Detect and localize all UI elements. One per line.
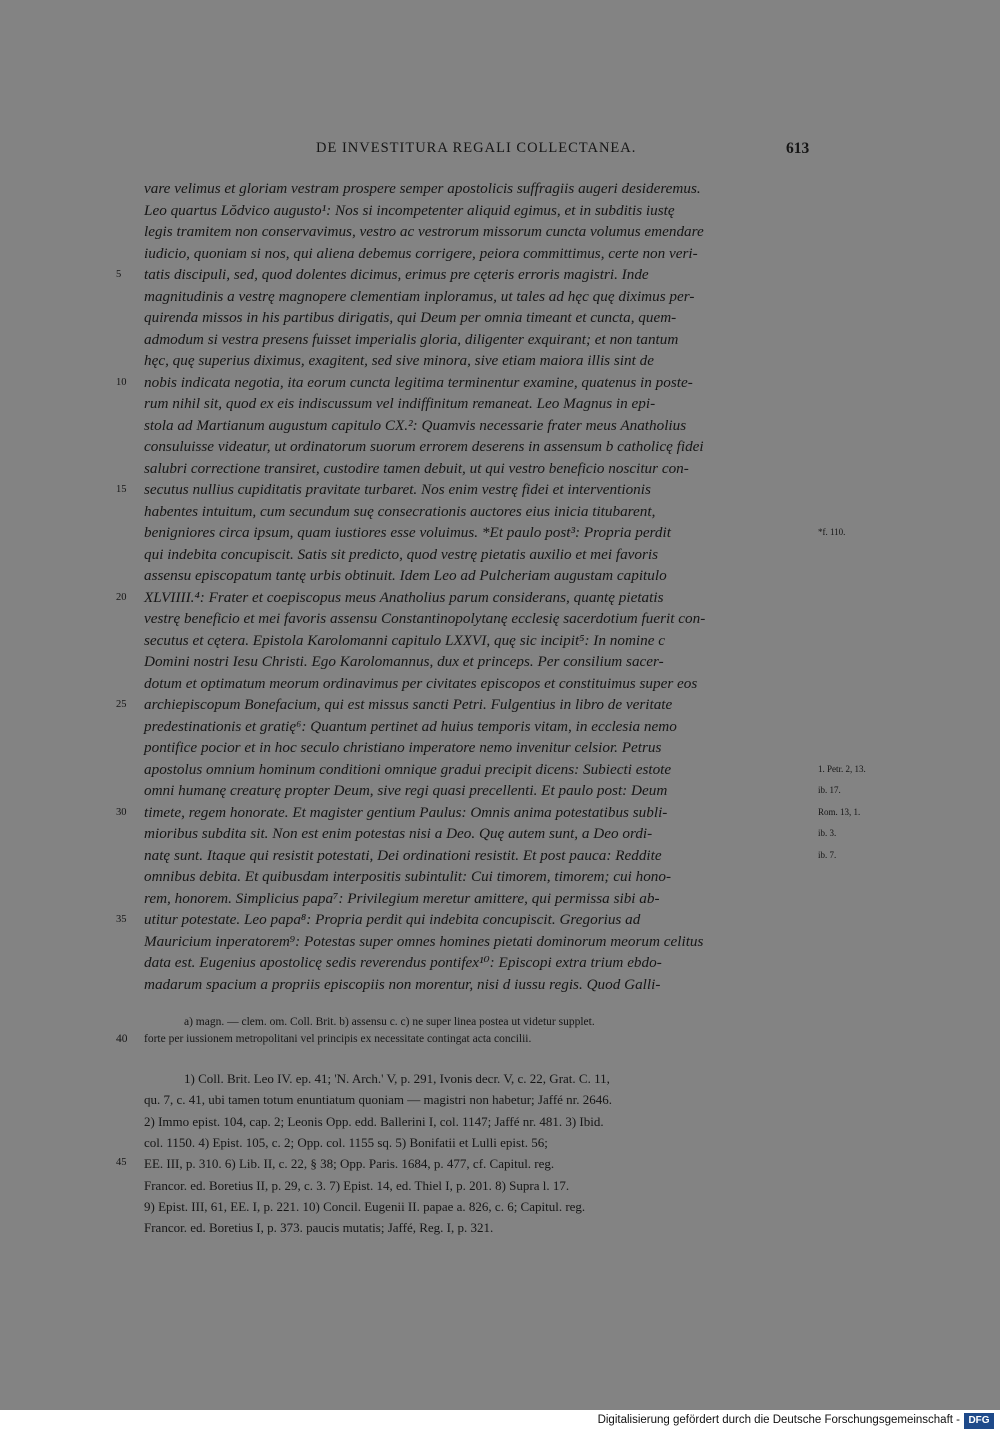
text-line: quirenda missos in his partibus dirigatis, qui Deum per omnia timeant et cuncta, quem- bbox=[144, 309, 677, 326]
footer-text: Digitalisierung gefördert durch die Deutsche Forschungsgemeinschaft - bbox=[597, 1414, 960, 1426]
text-line: secutus nullius cupiditatis pravitate turbaret. Nos enim vestrę fidei et interventionis bbox=[144, 481, 651, 498]
critical-note-line: a) magn. — clem. om. Coll. Brit. b) assensu c. c) ne super linea postea ut videtur supplet. bbox=[184, 1016, 595, 1028]
line-number: 20 bbox=[116, 591, 127, 603]
line-number: 25 bbox=[116, 699, 127, 710]
margin-reference: 1. Petr. 2, 13. bbox=[818, 763, 866, 774]
text-line: Domini nostri Iesu Christi. Ego Karolomannus, dux et princeps. Per consilium sacer- bbox=[144, 653, 664, 670]
text-line: Mauricium inperatorem⁹: Potestas super omnes homines pietati dominorum meorum celitus bbox=[144, 932, 704, 950]
line-number: 10 bbox=[116, 376, 127, 388]
text-line: hęc, quę superius diximus, exagitent, sed sive minora, sive etiam maiora illis sint de bbox=[144, 352, 654, 369]
margin-reference: ib. 17. bbox=[818, 785, 841, 795]
text-line: salubri correctione transiret, custodire tamen debuit, ut qui vestro beneficio noscitur con- bbox=[144, 459, 689, 477]
critical-note-text: forte per iussionem metropolitani vel principis ex necessitate contingat acta concilii. bbox=[144, 1033, 532, 1045]
text-line: predestinationis et gratię⁶: Quantum pertinet ad huius temporis vitam, in ecclesia nemo bbox=[144, 717, 677, 735]
text-line: vestrę beneficio et mei favoris assensu Constantinopolytanę ecclesię sacerdotium fuerit con- bbox=[144, 610, 706, 627]
text-line: magnitudinis a vestrę magnopere clementiam inploramus, ut tales ad hęc quę diximus per- bbox=[144, 287, 695, 305]
line-number: 30 bbox=[116, 806, 127, 818]
text-line: consuluisse videatur, ut ordinatorum suorum errorem deserens in assensum b catholicę fidei bbox=[144, 438, 704, 455]
text-line: nobis indicata negotia, ita eorum cuncta legitima terminentur examine, quatenus in poste- bbox=[144, 373, 693, 391]
footnote-line: EE. III, p. 310. 6) Lib. II, c. 22, § 38; Opp. Paris. 1684, p. 477, cf. Capitul. reg. bbox=[144, 1156, 555, 1172]
text-line: habentes intuitum, cum secundum suę consecrationis auctores eius inicia titubarent, bbox=[144, 502, 656, 520]
margin-reference: ib. 3. bbox=[818, 828, 837, 838]
text-line: natę sunt. Itaque qui resistit potestati, Dei ordinationi resistit. Et post pauca: Reddite bbox=[144, 846, 662, 864]
text-line: archiepiscopum Bonefacium, qui est missus sancti Petri. Fulgentius in libro de veritate bbox=[144, 696, 673, 713]
footnote-line: qu. 7, c. 41, ubi tamen totum enuntiatum quoniam — magistri non habetur; Jaffé nr. 2646. bbox=[144, 1092, 613, 1108]
text-line: pontifice pocior et in hoc seculo christiano imperatore nemo invenitur celsior. Petrus bbox=[144, 739, 662, 756]
text-line: benigniores circa ipsum, quam iustiores esse voluimus. *Et paulo post³: Propria perdit bbox=[144, 524, 671, 541]
text-line: XLVIIII.⁴: Frater et coepiscopus meus Anatholius parum considerans, quantę pietatis bbox=[144, 588, 664, 606]
text-line: omnibus debita. Et quibusdam interpositis subintulit: Cui timorem, timorem; cui hono- bbox=[144, 868, 672, 885]
footnote-line: Francor. ed. Boretius II, p. 29, c. 3. 7) Epist. 14, ed. Thiel I, p. 201. 8) Supra l. 17. bbox=[144, 1177, 570, 1193]
text-line: secutus et cętera. Epistola Karolomanni capitulo LXXVI, quę sic incipit⁵: In nomine c bbox=[144, 631, 666, 649]
page-number: 613 bbox=[786, 140, 810, 157]
line-number: 40 bbox=[116, 1033, 128, 1045]
text-line: omni humanę creaturę propter Deum, sive regi quasi precellenti. Et paulo post: Deum bbox=[144, 782, 668, 799]
footer-bar bbox=[0, 1410, 1000, 1434]
text-line: mioribus subdita sit. Non est enim potestas nisi a Deo. Quę autem sunt, a Deo ordi- bbox=[144, 825, 653, 842]
text-line: iudicio, quoniam si nos, qui aliena debemus corrigere, peiora committimus, certe non veri- bbox=[144, 244, 698, 262]
text-line: legis tramitem non conservavimus, vestro ac vestrorum missorum cuncta volumus emendare bbox=[144, 223, 704, 240]
text-line: timete, regem honorate. Et magister gentium Paulus: Omnis anima potestatibus subli- bbox=[144, 803, 668, 821]
running-header bbox=[0, 140, 1000, 162]
text-line: data est. Eugenius apostolicę sedis reverendus pontifex¹⁰: Episcopi extra trium ebdo- bbox=[144, 954, 662, 971]
text-line: tatis discipuli, sed, quod dolentes dicimus, erimus pre cęteris erroris magistri. Inde bbox=[144, 266, 649, 283]
text-line: rem, honorem. Simplicius papa⁷: Privilegium meretur amittere, qui permissa sibi ab- bbox=[144, 889, 660, 907]
footnote-line: col. 1150. 4) Epist. 105, c. 2; Opp. col. 1155 sq. 5) Bonifatii et Lulli epist. 56; bbox=[144, 1134, 548, 1150]
text-line: dotum et optimatum meorum ordinavimus per civitates episcopos et constituimus super eos bbox=[144, 674, 698, 692]
text-line: rum nihil sit, quod ex eis indiscussum vel indiffinitum remaneat. Leo Magnus in epi- bbox=[144, 395, 656, 412]
footnote-line: 1) Coll. Brit. Leo IV. ep. 41; 'N. Arch.' V, p. 291, Ivonis decr. V, c. 22, Grat. C. 11, bbox=[184, 1071, 610, 1086]
line-number: 45 bbox=[116, 1157, 127, 1169]
text-line: assensu episcopatum tantę urbis obtinuit. Idem Leo ad Pulcheriam augustam capitulo bbox=[144, 567, 667, 584]
text-line: vare velimus et gloriam vestram prospere semper apostolicis suffragiis augeri desideremus. bbox=[144, 180, 701, 197]
margin-reference: *f. 110. bbox=[818, 527, 846, 537]
text-line: Leo quartus Lŏdvico augusto¹: Nos si incompetenter aliquid egimus, et in subditis iustę bbox=[144, 201, 675, 219]
critical-note-line-2 bbox=[116, 1033, 532, 1045]
footnote-line: Francor. ed. Boretius I, p. 373. paucis mutatis; Jaffé, Reg. I, p. 321. bbox=[144, 1220, 494, 1236]
text-line: utitur potestate. Leo papa⁸: Propria perdit qui indebita concupiscit. Gregorius ad bbox=[144, 911, 641, 928]
dfg-logo: DFG bbox=[964, 1413, 994, 1429]
line-number: 35 bbox=[116, 914, 127, 925]
text-line: admodum si vestra presens fuisset imperialis gloria, diligenter exquirant; et non tantum bbox=[144, 330, 679, 348]
footnote-line: 2) Immo epist. 104, cap. 2; Leonis Opp. edd. Ballerini I, col. 1147; Jaffé nr. 481. 3) Ibid. bbox=[144, 1113, 604, 1129]
text-line: qui indebita concupiscit. Satis sit predicto, quod vestrę pietatis auxilio et mei favoris bbox=[144, 545, 659, 563]
running-title: DE INVESTITURA REGALI COLLECTANEA. bbox=[316, 140, 637, 156]
line-number: 15 bbox=[116, 484, 127, 495]
text-line: stola ad Martianum augustum capitulo CX.²: Quamvis necessarie frater meus Anatholius bbox=[144, 416, 687, 434]
text-line: madarum spacium a propriis episcopiis non morentur, nisi d iussu regis. Quod Galli- bbox=[144, 975, 661, 993]
text-line: apostolus omnium hominum conditioni omnique gradui precipit dicens: Subiecti estote bbox=[144, 760, 672, 778]
margin-reference: ib. 7. bbox=[818, 849, 837, 860]
critical-apparatus bbox=[184, 1013, 595, 1032]
line-number: 5 bbox=[116, 269, 122, 280]
margin-reference: Rom. 13, 1. bbox=[818, 806, 861, 817]
footnote-line: 9) Epist. III, 61, EE. I, p. 221. 10) Concil. Eugenii II. papae a. 826, c. 6; Capitul. reg. bbox=[144, 1198, 586, 1214]
